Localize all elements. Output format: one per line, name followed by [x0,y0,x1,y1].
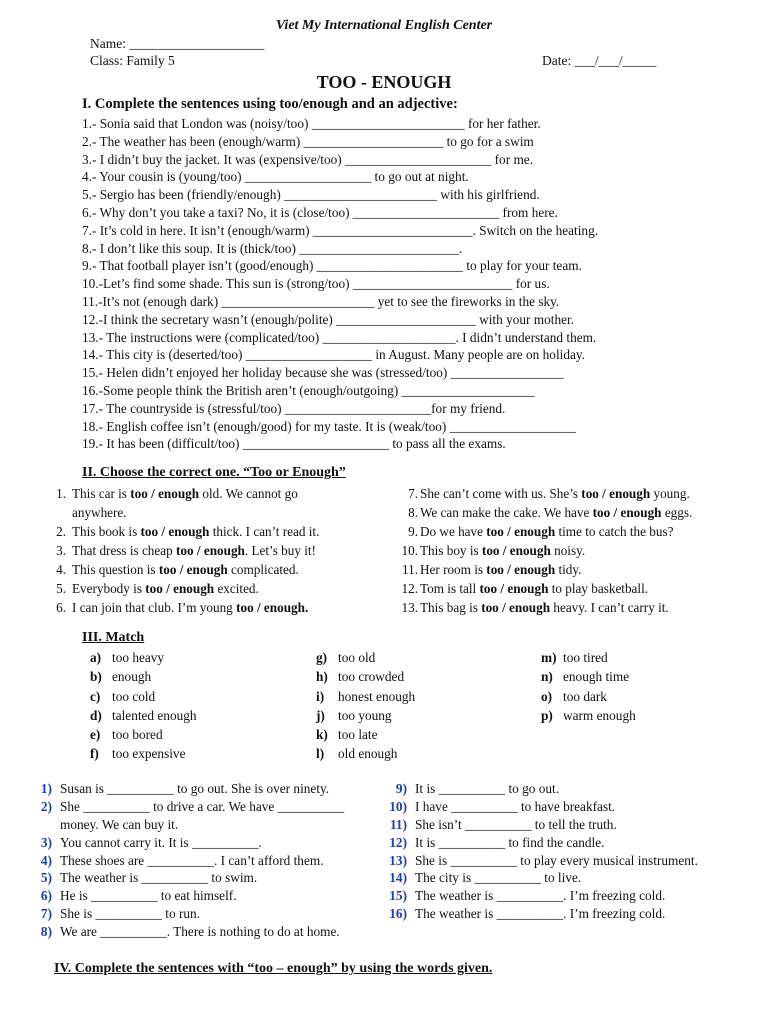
exercise1-item: 6.- Why don’t you take a taxi? No, it is (close/too) ______________________ from here. [82,204,558,220]
section2-left-list [44,484,319,617]
match-option [316,744,415,763]
option-text: too young [338,707,392,723]
item-text: This book is [72,524,141,539]
sentence-text: Susan is __________ to go out. She is over ninety. [60,781,330,796]
exercise2-item [44,522,319,541]
sentence-text: The weather is __________. I’m freezing cold. [415,906,666,922]
item-text-end: old. We cannot go [199,486,298,501]
section2-right-list [396,484,692,617]
match-sentences-left [30,780,344,941]
exercise2-item [44,484,319,503]
match-option [316,706,415,725]
option-text: too bored [112,727,163,743]
match-option [316,667,415,686]
choice-options: too / enough [145,581,215,596]
exercise1-item: 12.-I think the secretary wasn’t (enough/polite) _____________________ with your mother. [82,311,575,327]
item-text-end: noisy. [550,543,586,558]
option-letter: e) [90,727,101,743]
exercise1-item: 10.-Let’s find some shade. This sun is (strong/too) ________________________ for us. [82,276,550,292]
item-text: Her room is [420,562,487,577]
sentence-number: 1) [40,781,52,796]
exercise2-item [396,560,692,579]
option-text: too crowded [338,669,405,685]
exercise1-item: 16.-Some people think the British aren’t (enough/outgoing) ____________________ [82,382,535,398]
option-letter: n) [541,669,553,685]
match-sentence [30,798,344,816]
option-letter: o) [541,688,553,704]
match-option [90,706,197,725]
sentence-text: money. We can buy it. [60,816,179,832]
match-option [90,667,197,686]
option-text: too dark [563,688,607,704]
option-letter: f) [90,746,99,762]
option-text: too late [338,727,378,743]
match-column-3 [541,648,636,725]
exercise2-item [396,598,692,617]
match-sentence [30,887,344,905]
match-sentence [385,798,698,816]
exercise1-item: 4.- Your cousin is (young/too) ___________________ to go out at night. [82,169,469,185]
match-option [316,687,415,706]
item-text: Tom is tall [420,581,480,596]
item-number: 4. [56,562,66,577]
exercise1-item: 15.- Helen didn’t enjoyed her holiday because she was (stressed/too) _________________ [82,365,564,381]
sentence-text: The weather is __________ to swim. [60,870,258,886]
sentence-number: 16) [389,906,407,922]
choice-options: too / enough [481,600,551,615]
option-text: honest enough [338,688,416,704]
choice-options: too / enough. [236,600,309,615]
section4-heading: IV. Complete the sentences with “too – enough” by using the words given. [54,961,493,976]
sentence-number: 8) [40,924,52,940]
sentence-number: 6) [40,888,52,904]
match-option [316,648,415,667]
option-text: enough time [563,669,630,685]
item-text: Everybody is [72,581,146,596]
sentence-number: 11) [390,816,407,832]
match-option [90,687,197,706]
exercise1-item: 5.- Sergio has been (friendly/enough) _______________________ with his girlfriend. [82,187,540,203]
sentence-number: 10) [389,798,407,814]
sentence-text: She isn’t __________ to tell the truth. [415,816,617,832]
item-number: 13. [401,600,418,615]
match-sentence [30,780,344,798]
sentence-text: She is __________ to play every musical instrument. [415,852,698,868]
sentence-text: These shoes are __________. I can’t afford them. [60,852,324,868]
exercise2-item [44,560,319,579]
option-text: too expensive [112,746,186,762]
sentence-number: 9) [395,781,407,796]
sentence-text: I have __________ to have breakfast. [415,798,616,814]
exercise1-item: 7.- It’s cold in here. It isn’t (enough/warm) ________________________. Switch on the heating. [82,222,599,238]
item-text: Do we have [420,524,487,539]
sentence-number: 7) [40,906,52,922]
item-text: anywhere. [72,505,127,520]
option-text: too cold [112,688,156,704]
choice-options: too / enough [481,543,551,558]
sentence-number: 15) [389,888,407,904]
sentence-text: He is __________ to eat himself. [60,888,237,904]
exercise1-item: 2.- The weather has been (enough/warm) _____________________ to go for a swim [82,133,534,149]
option-letter: m) [541,650,557,665]
sentence-number: 5) [40,870,52,886]
exercise2-item [396,579,692,598]
exercise1-item: 1.- Sonia said that London was (noisy/too) _______________________ for her father. [82,116,541,131]
sentence-text: The city is __________ to live. [415,870,582,886]
exercise2-item [396,503,692,522]
option-text: too tired [563,650,608,665]
exercise2-item [44,579,319,598]
item-text: This boy is [420,543,482,558]
choice-options: too / enough [486,524,556,539]
choice-options: too / enough [581,486,651,501]
match-column-1 [90,648,197,764]
option-text: warm enough [563,707,636,723]
option-text: too old [338,650,376,665]
item-number [44,503,66,522]
exercise2-item [396,541,692,560]
item-text: I can join that club. I’m young [72,600,237,615]
item-text-end: eggs. [661,505,693,520]
item-text-end: excited. [214,581,259,596]
match-option [90,648,197,667]
item-text-end: heavy. I can’t carry it. [550,600,669,615]
class-label: Class: Family 5 [90,53,175,68]
item-number: 9. [408,524,418,539]
choice-options: too / enough [479,581,549,596]
option-text: old enough [338,746,398,762]
option-letter: a) [90,650,102,665]
match-option [541,667,636,686]
sentence-text: She is __________ to run. [60,906,200,922]
match-sentence [30,923,344,941]
page-title: TOO - ENOUGH [316,72,452,92]
item-number: 12. [401,581,418,596]
exercise1-item: 18.- English coffee isn’t (enough/good) for my taste. It is (weak/too) ___________________ [82,418,576,434]
item-text: This bag is [420,600,482,615]
option-letter: h) [316,669,328,685]
item-number: 5. [56,581,66,596]
match-sentences-right [385,780,698,923]
option-letter: j) [316,707,325,723]
option-letter: d) [90,707,102,723]
sentence-number: 12) [389,834,407,850]
section3-heading: III. Match [82,630,145,645]
match-sentence [30,905,344,923]
item-text-end: to play basketball. [548,581,649,596]
match-option [541,648,636,667]
match-option [541,687,636,706]
exercise2-item [44,541,319,560]
item-text-end: time to catch the bus? [555,524,674,539]
sentence-number: 14) [389,870,407,886]
item-number: 2. [56,524,66,539]
exercise1-item: 19.- It has been (difficult/too) ______________________ to pass all the exams. [82,436,506,452]
exercise2-item [396,484,692,503]
item-text-end: complicated. [227,562,299,577]
match-sentence [385,780,698,798]
exercise2-item [44,598,319,617]
match-column-2 [316,648,415,764]
item-text: She can’t come with us. She’s [420,486,582,501]
match-sentence [30,816,344,834]
match-sentence [385,834,698,852]
match-sentence [385,905,698,923]
match-option [541,706,636,725]
item-text: This question is [72,562,159,577]
choice-options: too / enough [130,486,200,501]
match-sentence [30,869,344,887]
exercise1-item: 8.- I don’t like this soup. It is (thick/too) ________________________. [82,240,463,256]
option-letter: b) [90,669,102,685]
sentence-number: 2) [40,798,52,814]
match-option [90,744,197,763]
center-name: Viet My International English Center [275,18,493,33]
option-letter: k) [316,727,328,743]
option-letter: g) [316,650,328,665]
item-text-end: thick. I can’t read it. [209,524,320,539]
choice-options: too / enough [176,543,245,558]
name-field-label: Name: ____________________ [90,36,265,51]
match-sentence [385,869,698,887]
item-number: 8. [408,505,418,520]
date-label: Date: ___/___/_____ [542,53,657,68]
match-option [90,725,197,744]
item-number: 6. [56,600,66,615]
option-text: enough [112,669,152,685]
section1-heading: I. Complete the sentences using too/enough and an adjective: [82,96,458,112]
option-letter: i) [316,688,325,704]
exercise1-item: 14.- This city is (deserted/too) ___________________ in August. Many people are on holiday. [82,347,585,363]
exercise1-item: 3.- I didn’t buy the jacket. It was (expensive/too) ______________________ for me. [82,151,534,167]
sentence-text: We are __________. There is nothing to do at home. [60,924,340,940]
option-letter: p) [541,707,553,723]
exercise1-item: 9.- That football player isn’t (good/enough) ______________________ to play for your team. [82,258,582,274]
section1-list [82,115,598,453]
item-number: 11. [402,562,418,577]
exercise1-item: 17.- The countryside is (stressful/too) ______________________for my friend. [82,400,506,416]
item-number: 1. [56,486,66,501]
sentence-number: 3) [40,834,52,850]
item-text-end: tidy. [555,562,582,577]
sentence-number: 4) [40,852,52,868]
match-sentence [385,852,698,870]
choice-options: too / enough [140,524,210,539]
item-number: 7. [408,486,418,501]
item-text: That dress is cheap [72,543,176,558]
exercise1-item: 13.- The instructions were (complicated/too) ____________________. I didn’t understand them. [82,329,597,345]
match-sentence [385,887,698,905]
option-letter: l) [316,746,325,762]
item-text-end: . Let’s buy it! [244,543,316,558]
sentence-text: You cannot carry it. It is __________. [60,834,262,850]
exercise1-item: 11.-It’s not (enough dark) _______________________ yet to see the fireworks in the sky. [82,293,560,309]
match-sentence [30,852,344,870]
sentence-number [30,816,52,834]
match-option [316,725,415,744]
match-sentence [30,834,344,852]
exercise2-item [396,522,692,541]
item-text-end: young. [650,486,690,501]
item-number: 10. [401,543,418,558]
option-text: talented enough [112,707,197,723]
sentence-text: It is __________ to find the candle. [415,834,605,850]
item-number: 3. [56,543,66,558]
sentence-text: The weather is __________. I’m freezing cold. [415,888,666,904]
section2-heading: II. Choose the correct one. “Too or Enough” [82,465,346,480]
item-text: This car is [72,486,131,501]
sentence-text: It is __________ to go out. [415,781,560,796]
choice-options: too / enough [592,505,662,520]
option-text: too heavy [112,650,165,665]
exercise2-item [44,503,319,522]
option-letter: c) [90,688,101,704]
choice-options: too / enough [486,562,556,577]
sentence-number: 13) [389,852,407,868]
item-text: We can make the cake. We have [420,505,593,520]
sentence-text: She __________ to drive a car. We have __________ [60,798,345,814]
match-sentence [385,816,698,834]
choice-options: too / enough [158,562,228,577]
